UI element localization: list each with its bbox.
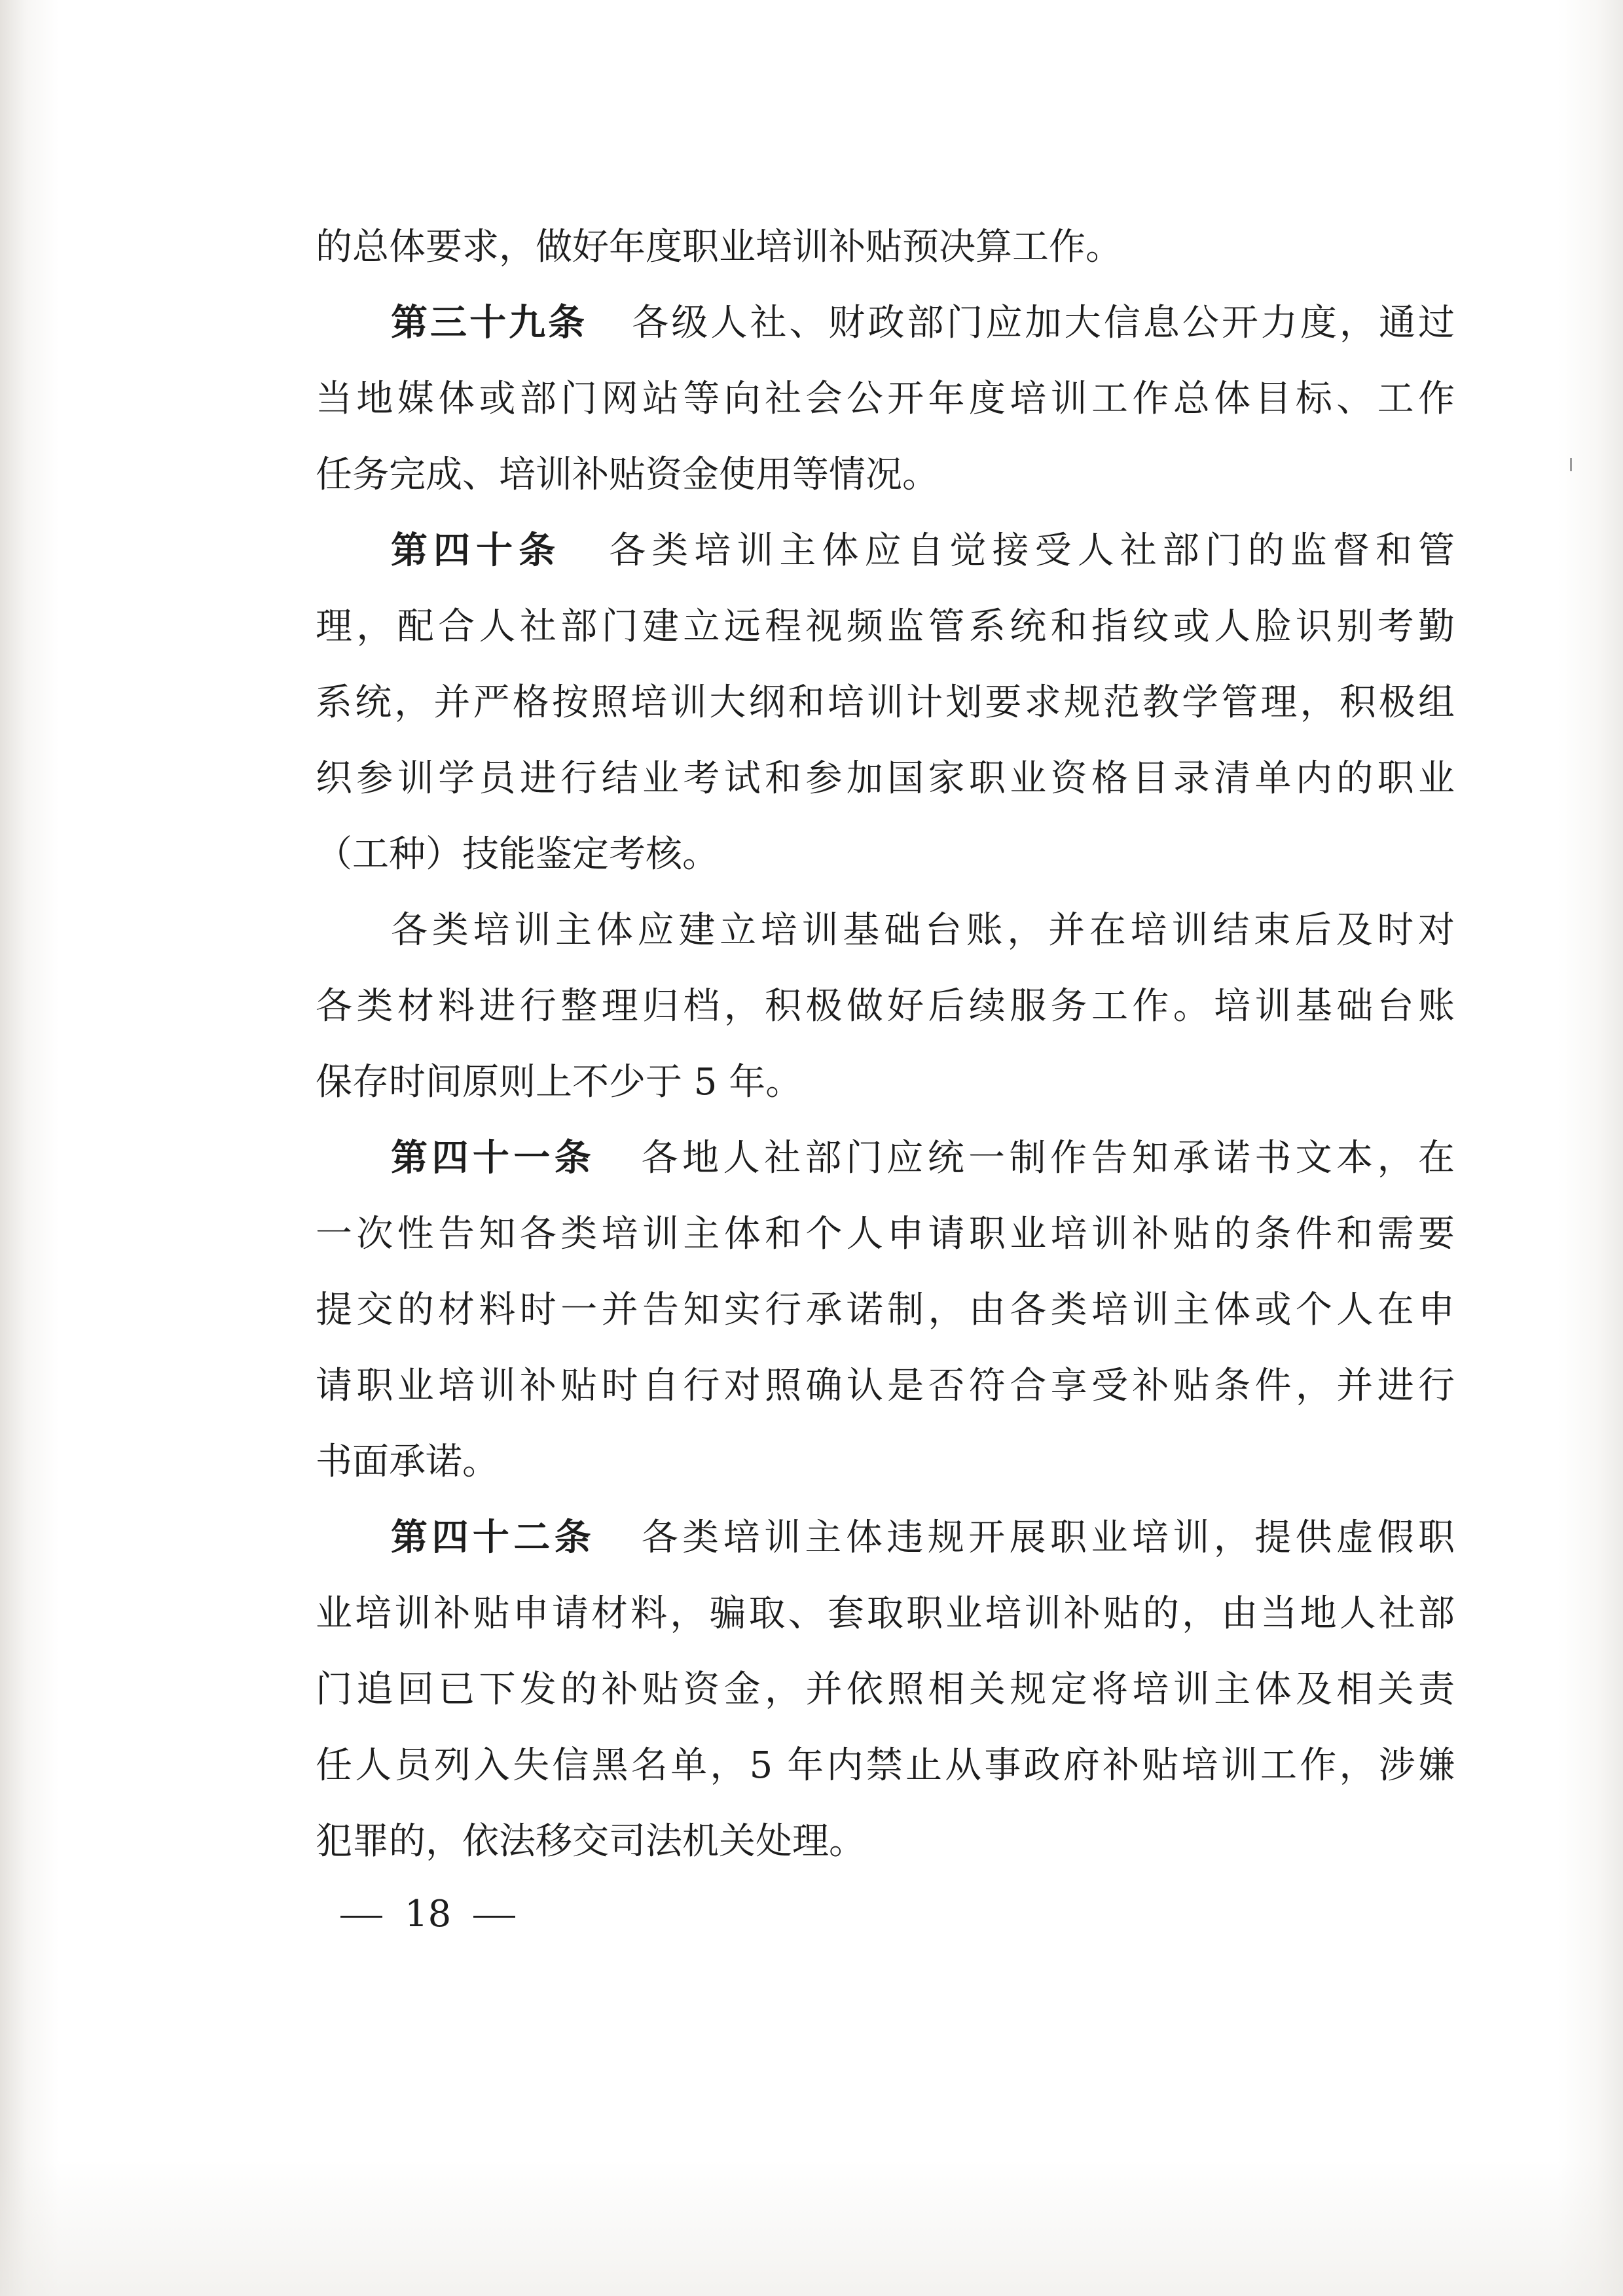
article-40-line-3: 织参训学员进行结业考试和参加国家职业资格目录清单内的职业 bbox=[316, 757, 1455, 800]
page-number bbox=[340, 1888, 515, 1941]
article-42-line-3: 任人员列入失信黑名单，5 年内禁止从事政府补贴培训工作，涉嫌 bbox=[316, 1744, 1455, 1787]
paragraph-0-line-0: 的总体要求，做好年度职业培训补贴预决算工作。 bbox=[316, 226, 1122, 268]
article-41-line-4: 书面承诺。 bbox=[316, 1441, 499, 1483]
article-42-line-1: 业培训补贴申请材料，骗取、套取职业培训补贴的，由当地人社部 bbox=[316, 1592, 1455, 1635]
article-39-line-1: 当地媒体或部门网站等向社会公开年度培训工作总体目标、工作 bbox=[316, 378, 1455, 420]
page-number-dash-left bbox=[340, 1916, 382, 1918]
article-40-heading: 第四十条 bbox=[391, 529, 562, 572]
article-42-line-0 bbox=[391, 1512, 1455, 1564]
page-number-text: 18 bbox=[405, 1893, 452, 1935]
article-40-text-0: 各类培训主体应自觉接受人社部门的监督和管 bbox=[603, 529, 1455, 572]
page-number-dash-right bbox=[473, 1916, 515, 1918]
article-40-line-2: 系统，并严格按照培训大纲和培训计划要求规范教学管理，积极组 bbox=[316, 681, 1455, 724]
article-42-line-4: 犯罪的，依法移交司法机关处理。 bbox=[316, 1820, 866, 1863]
article-39-heading: 第三十九条 bbox=[391, 302, 588, 344]
article-41-line-3: 请职业培训补贴时自行对照确认是否符合享受补贴条件，并进行 bbox=[316, 1365, 1455, 1407]
paragraph-3-line-0: 各类培训主体应建立培训基础台账，并在培训结束后及时对 bbox=[391, 909, 1455, 952]
paragraph-3-line-2: 保存时间原则上不少于 5 年。 bbox=[316, 1061, 803, 1103]
article-40-line-1: 理，配合人社部门建立远程视频监管系统和指纹或人脸识别考勤 bbox=[316, 605, 1455, 648]
article-40-line-4: （工种）技能鉴定考核。 bbox=[316, 833, 719, 876]
article-42-text-0: 各类培训主体违规开展职业培训，提供虚假职 bbox=[637, 1516, 1455, 1559]
article-40-line-0 bbox=[391, 525, 1455, 577]
article-39-text-0: 各级人社、财政部门应加大信息公开力度，通过 bbox=[629, 302, 1455, 344]
article-39-line-2: 任务完成、培训补贴资金使用等情况。 bbox=[316, 454, 939, 496]
article-39-line-0 bbox=[391, 297, 1455, 350]
article-41-line-0 bbox=[391, 1132, 1455, 1185]
article-41-line-1: 一次性告知各类培训主体和个人申请职业培训补贴的条件和需要 bbox=[316, 1213, 1455, 1255]
page-shadow bbox=[0, 2160, 1623, 2296]
article-42-line-2: 门追回已下发的补贴资金，并依照相关规定将培训主体及相关责 bbox=[316, 1668, 1455, 1711]
article-41-text-0: 各地人社部门应统一制作告知承诺书文本，在 bbox=[637, 1137, 1455, 1179]
article-42-heading: 第四十二条 bbox=[391, 1516, 596, 1559]
article-41-heading: 第四十一条 bbox=[391, 1137, 596, 1179]
paragraph-3-line-1: 各类材料进行整理归档，积极做好后续服务工作。培训基础台账 bbox=[316, 985, 1455, 1028]
scan-speck bbox=[1570, 458, 1572, 471]
article-41-line-2: 提交的材料时一并告知实行承诺制，由各类培训主体或个人在申 bbox=[316, 1289, 1455, 1331]
